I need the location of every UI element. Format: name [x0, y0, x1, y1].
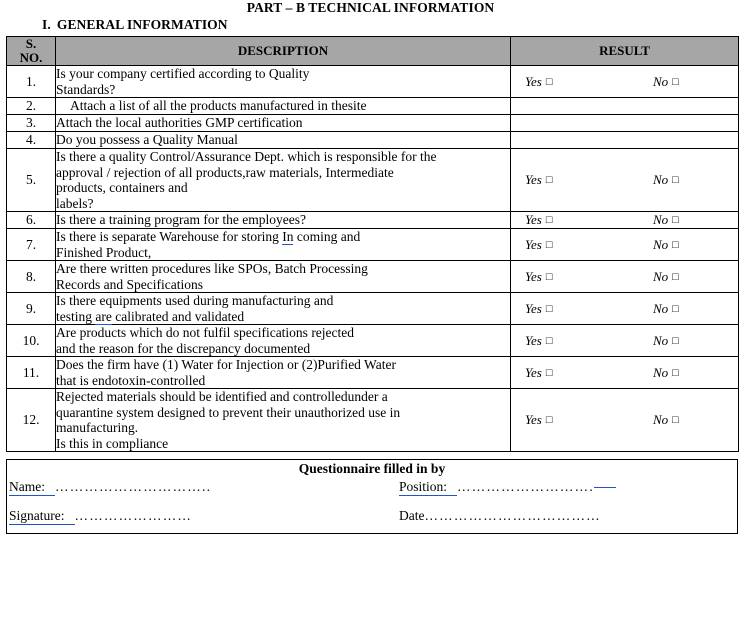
description-line: Finished Product,	[56, 244, 152, 260]
yes-option[interactable]	[525, 412, 653, 428]
description-line: approval / rejection of all products,raw materials, Intermediate	[56, 164, 394, 180]
no-checkbox[interactable]: □	[672, 214, 679, 226]
description-line: Is your company certified according to Quality	[56, 66, 310, 81]
row-serial-number: 9.	[7, 293, 56, 325]
table-row	[7, 115, 739, 132]
yes-option[interactable]	[525, 172, 653, 188]
yes-label: Yes	[525, 268, 542, 284]
spellcheck-word: are	[95, 308, 112, 324]
table-row	[7, 261, 739, 293]
yes-label: Yes	[525, 364, 542, 380]
position-input-dots[interactable]: ……………………….	[457, 479, 594, 494]
yes-label: Yes	[525, 212, 542, 227]
table-body	[7, 66, 739, 452]
column-header-description: DESCRIPTION	[56, 37, 511, 66]
yes-checkbox[interactable]: □	[545, 75, 553, 88]
table-row	[7, 389, 739, 452]
position-field-group[interactable]	[395, 478, 735, 496]
no-checkbox[interactable]: □	[672, 238, 679, 251]
column-header-result: RESULT	[511, 37, 739, 66]
row-description	[56, 66, 511, 98]
yes-checkbox[interactable]: □	[545, 414, 553, 426]
row-description	[56, 212, 511, 229]
row-serial-number: 12.	[7, 389, 56, 452]
no-option[interactable]	[653, 412, 679, 428]
yes-checkbox[interactable]: □	[545, 214, 553, 226]
section-heading	[0, 15, 741, 33]
questionnaire-footer-table	[6, 459, 738, 534]
no-option[interactable]	[653, 237, 679, 253]
row-description	[56, 389, 511, 452]
row-description	[56, 98, 511, 115]
yes-checkbox[interactable]: □	[545, 238, 553, 251]
row-result	[511, 212, 739, 229]
row-description	[56, 261, 511, 293]
name-field-group[interactable]	[7, 478, 395, 496]
yes-label: Yes	[525, 73, 542, 89]
yes-label: Yes	[525, 412, 542, 427]
no-option[interactable]	[653, 212, 679, 228]
description-line: products, containers and	[56, 180, 188, 195]
result-options	[511, 237, 738, 253]
description-line: Are there written procedures like SPOs, Batch Processing	[56, 261, 368, 276]
description-line: Does the firm have (1) Water for Injection or (2)Purified Water	[56, 357, 396, 372]
no-option[interactable]	[653, 301, 679, 317]
row-serial-number: 6.	[7, 212, 56, 229]
yes-checkbox[interactable]: □	[545, 334, 553, 347]
date-input-dots[interactable]: ………………………………	[424, 508, 601, 523]
row-description	[56, 132, 511, 149]
sno-header-line2: NO.	[19, 50, 43, 65]
no-checkbox[interactable]: □	[672, 174, 679, 186]
description-line: Is there equipments used during manufacturing and	[56, 293, 334, 308]
yes-label: Yes	[525, 300, 542, 316]
row-result	[511, 293, 739, 325]
signature-input-dots[interactable]: ……………………	[74, 508, 193, 523]
row-description	[56, 293, 511, 325]
date-label: Date	[399, 508, 425, 523]
row-serial-number: 1.	[7, 66, 56, 98]
general-information-table	[6, 36, 739, 452]
signature-field-group[interactable]	[7, 507, 395, 525]
row-result	[511, 389, 739, 452]
no-option[interactable]	[653, 365, 679, 381]
no-option[interactable]	[653, 333, 679, 349]
date-field-group[interactable]	[395, 507, 735, 524]
no-label: No	[653, 236, 669, 252]
no-label: No	[653, 212, 669, 227]
yes-option[interactable]	[525, 269, 653, 285]
description-line: manufacturing.	[56, 420, 139, 435]
table-header-row	[7, 37, 739, 66]
row-result	[511, 115, 739, 132]
no-checkbox[interactable]: □	[672, 302, 679, 315]
no-label: No	[653, 412, 669, 427]
row-description	[56, 325, 511, 357]
table-row	[7, 212, 739, 229]
result-options	[511, 333, 738, 349]
table-header	[7, 37, 739, 66]
yes-option[interactable]	[525, 212, 653, 228]
row-description	[56, 115, 511, 132]
row-description	[56, 149, 511, 212]
row-result	[511, 149, 739, 212]
result-options	[511, 365, 738, 381]
no-checkbox[interactable]: □	[672, 75, 679, 88]
no-label: No	[653, 364, 669, 380]
description-line: and the reason for the discrepancy documented	[56, 340, 311, 356]
result-options	[511, 172, 738, 188]
table-row	[7, 357, 739, 389]
no-option[interactable]	[653, 74, 679, 90]
name-input-dots[interactable]: …………………………..	[55, 479, 212, 494]
row-result	[511, 261, 739, 293]
no-checkbox[interactable]: □	[672, 414, 679, 426]
no-label: No	[653, 73, 669, 89]
row-result	[511, 66, 739, 98]
table-row	[7, 293, 739, 325]
row-serial-number: 4.	[7, 132, 56, 149]
name-label: Name:	[9, 478, 55, 496]
sno-header-line1: S.	[25, 36, 37, 51]
footer-row	[7, 460, 738, 534]
spellcheck-word: In	[282, 229, 294, 244]
yes-option[interactable]	[525, 333, 653, 349]
questionnaire-heading: Questionnaire filled in by	[298, 461, 446, 476]
yes-option[interactable]	[525, 237, 653, 253]
description-line: Standards?	[56, 81, 116, 97]
description-line: that is endotoxin-controlled	[56, 372, 206, 388]
row-result	[511, 357, 739, 389]
description-line: Attach a list of all the products manufactured in thesite	[70, 98, 367, 114]
yes-label: Yes	[525, 236, 542, 252]
result-options	[511, 301, 738, 317]
yes-checkbox[interactable]: □	[545, 366, 553, 379]
row-result	[511, 325, 739, 357]
description-line: testing are calibrated and validated	[56, 308, 245, 324]
result-options	[511, 269, 738, 285]
table-row	[7, 325, 739, 357]
no-checkbox[interactable]: □	[672, 270, 679, 283]
no-checkbox[interactable]: □	[672, 366, 679, 379]
position-spellcheck-underline	[594, 487, 616, 488]
table-row	[7, 229, 739, 261]
description-line: Is there a quality Control/Assurance Dept. which is responsible for the	[56, 149, 437, 164]
row-serial-number: 2.	[7, 98, 56, 115]
section-title-text: GENERAL INFORMATION	[56, 17, 228, 32]
no-label: No	[653, 172, 669, 187]
description-line: Rejected materials should be identified and controlledunder a	[56, 389, 388, 404]
description-line: Attach the local authorities GMP certification	[56, 115, 303, 131]
section-number: I.	[42, 17, 51, 32]
description-line: Is this in compliance	[56, 435, 169, 451]
no-option[interactable]	[653, 269, 679, 285]
description-line: quarantine system designed to prevent their unauthorized use in	[56, 404, 401, 420]
row-serial-number: 10.	[7, 325, 56, 357]
description-line: Are products which do not fulfil specifications rejected	[56, 325, 355, 340]
signature-label: Signature:	[9, 507, 75, 525]
result-options	[511, 212, 738, 228]
description-line: Is there a training program for the employees?	[56, 212, 307, 228]
signature-date-row	[7, 507, 737, 531]
name-position-row	[7, 478, 737, 507]
row-result	[511, 132, 739, 149]
table-row	[7, 132, 739, 149]
no-option[interactable]	[653, 172, 679, 188]
description-line: Do you possess a Quality Manual	[56, 132, 238, 148]
row-serial-number: 5.	[7, 149, 56, 212]
yes-option[interactable]	[525, 74, 653, 90]
row-result	[511, 229, 739, 261]
description-line: Records and Specifications	[56, 276, 203, 292]
table-row	[7, 66, 739, 98]
yes-checkbox[interactable]: □	[545, 270, 553, 283]
row-serial-number: 11.	[7, 357, 56, 389]
row-serial-number: 3.	[7, 115, 56, 132]
row-serial-number: 7.	[7, 229, 56, 261]
column-header-sno	[7, 37, 56, 66]
yes-checkbox[interactable]: □	[545, 174, 553, 186]
page-title: PART – B TECHNICAL INFORMATION	[246, 0, 495, 15]
table-row	[7, 149, 739, 212]
row-description	[56, 357, 511, 389]
row-description	[56, 229, 511, 261]
position-label: Position:	[399, 478, 457, 496]
no-checkbox[interactable]: □	[672, 334, 679, 347]
no-label: No	[653, 300, 669, 316]
row-result	[511, 98, 739, 115]
yes-option[interactable]	[525, 365, 653, 381]
no-label: No	[653, 332, 669, 348]
yes-option[interactable]	[525, 301, 653, 317]
description-line: Is there is separate Warehouse for storing In coming and	[56, 229, 361, 244]
table-row	[7, 98, 739, 115]
result-options	[511, 74, 738, 90]
no-label: No	[653, 268, 669, 284]
result-options	[511, 412, 738, 428]
footer-cell	[7, 460, 738, 534]
description-line: labels?	[56, 195, 94, 211]
yes-label: Yes	[525, 172, 542, 187]
row-serial-number: 8.	[7, 261, 56, 293]
yes-label: Yes	[525, 332, 542, 348]
yes-checkbox[interactable]: □	[545, 302, 553, 315]
